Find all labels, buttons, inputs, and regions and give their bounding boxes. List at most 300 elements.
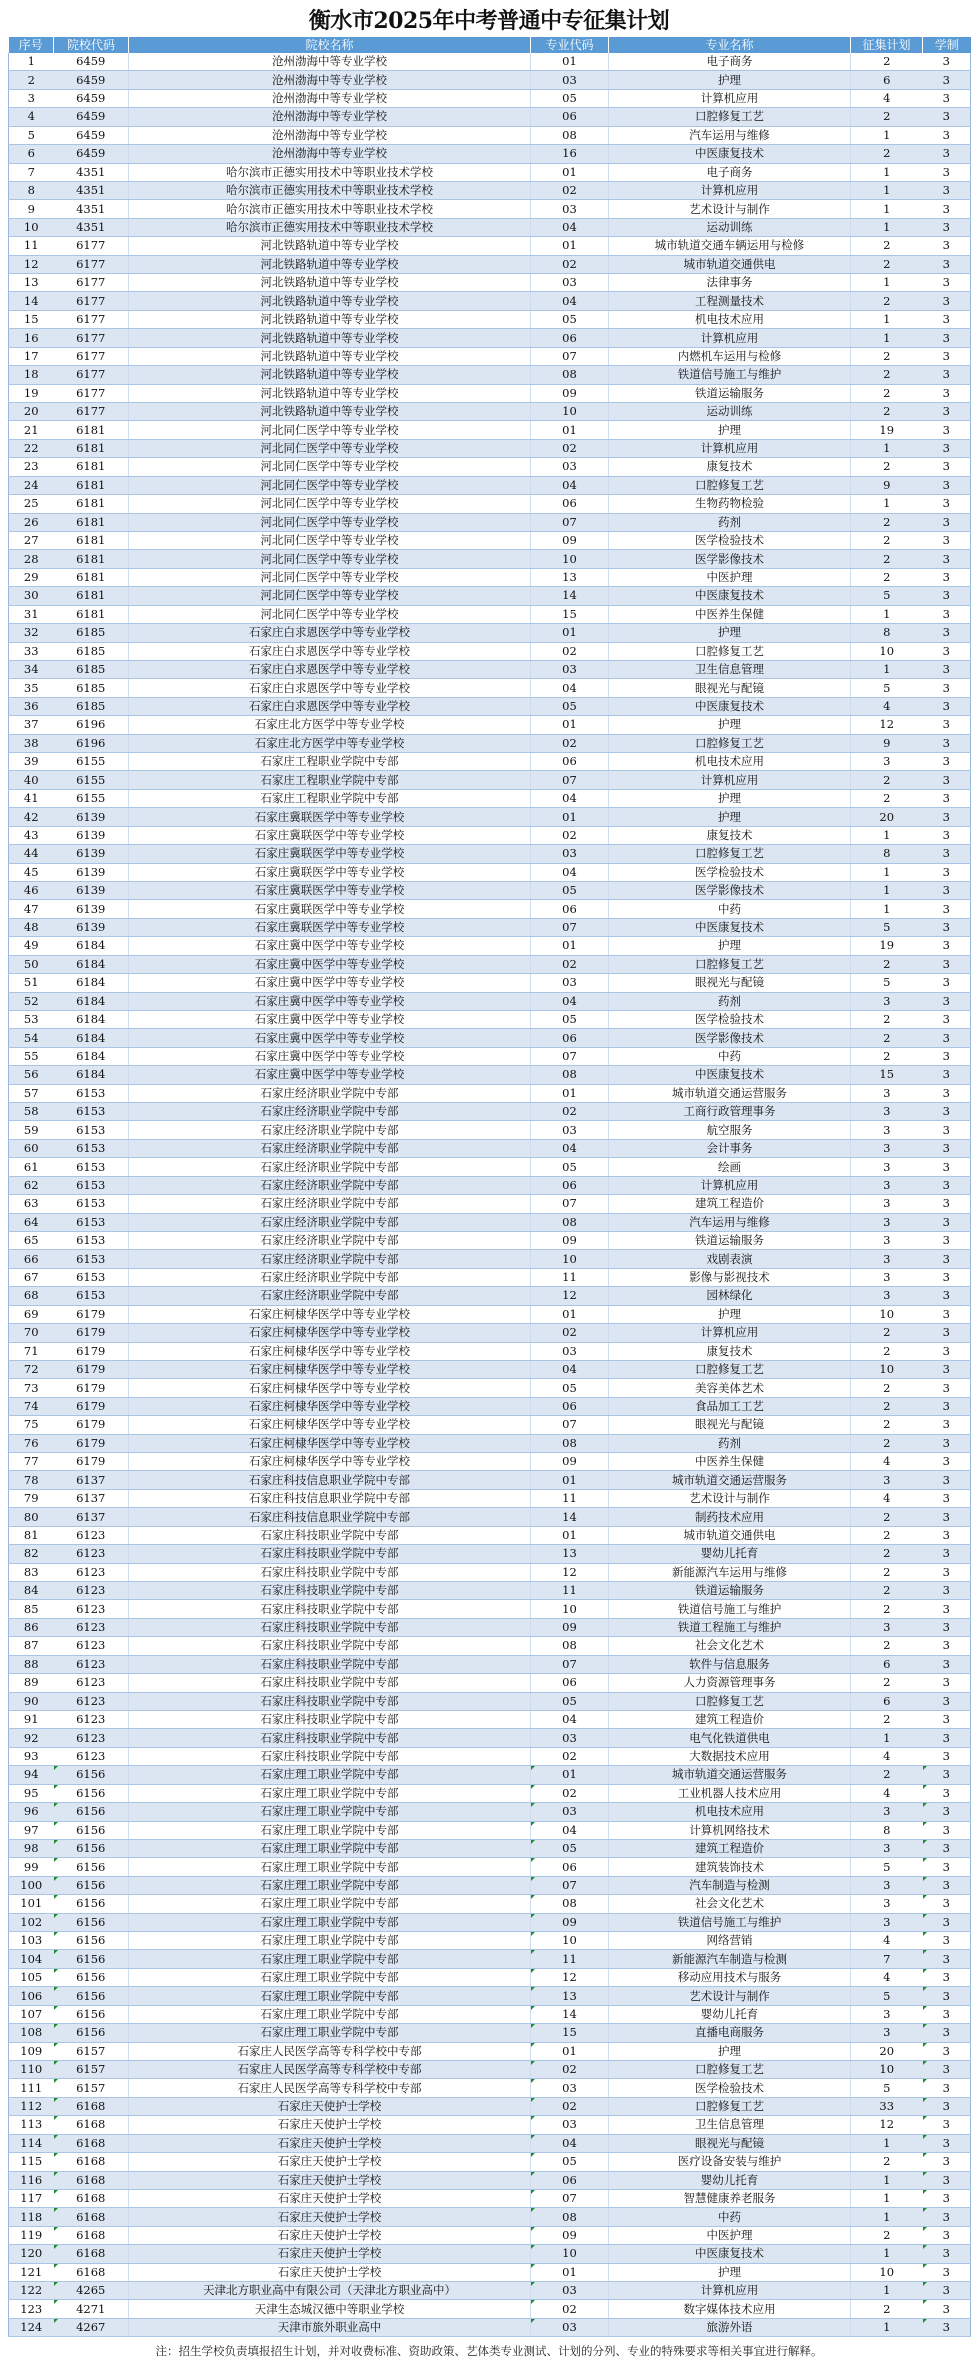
- cell-major-code: 02: [531, 181, 609, 199]
- table-row: [9, 2318, 971, 2336]
- cell-quota: 19: [851, 421, 923, 439]
- cell-duration: 3: [923, 2226, 971, 2244]
- cell-duration: 3: [923, 2300, 971, 2318]
- cell-school-name: 沧州渤海中等专业学校: [129, 89, 531, 107]
- cell-school-code: 6123: [54, 1618, 129, 1636]
- cell-duration: 3: [923, 1360, 971, 1378]
- cell-duration: 3: [923, 2153, 971, 2171]
- cell-school-code: 6157: [54, 2042, 129, 2060]
- column-header-major-code: 专业代码: [531, 37, 609, 53]
- cell-major-code: 03: [531, 845, 609, 863]
- table-row: [9, 495, 971, 513]
- cell-school-name: 天津北方职业高中有限公司（天津北方职业高中）: [129, 2282, 531, 2300]
- cell-school-code: 6123: [54, 1600, 129, 1618]
- cell-quota: 10: [851, 642, 923, 660]
- cell-index: 47: [9, 900, 54, 918]
- cell-index: 43: [9, 826, 54, 844]
- cell-duration: 3: [923, 1692, 971, 1710]
- cell-school-code: 6139: [54, 863, 129, 881]
- cell-quota: 2: [851, 550, 923, 568]
- cell-index: 39: [9, 753, 54, 771]
- cell-school-code: 6459: [54, 89, 129, 107]
- cell-major-code: 09: [531, 1232, 609, 1250]
- table-row: [9, 1932, 971, 1950]
- cell-major-code: 02: [531, 439, 609, 457]
- table-row: [9, 1379, 971, 1397]
- cell-duration: 3: [923, 403, 971, 421]
- cell-quota: 3: [851, 1876, 923, 1894]
- cell-duration: 3: [923, 568, 971, 586]
- cell-school-name: 石家庄北方医学中等专业学校: [129, 716, 531, 734]
- table-row: [9, 2300, 971, 2318]
- cell-duration: 3: [923, 458, 971, 476]
- cell-index: 27: [9, 531, 54, 549]
- cell-major-code: 04: [531, 2134, 609, 2152]
- cell-major-name: 口腔修复工艺: [609, 734, 851, 752]
- cell-school-name: 石家庄科技职业学院中专部: [129, 1674, 531, 1692]
- cell-major-code: 05: [531, 697, 609, 715]
- table-row: [9, 2116, 971, 2134]
- cell-major-code: 02: [531, 955, 609, 973]
- cell-school-name: 河北同仁医学中等专业学校: [129, 421, 531, 439]
- cell-duration: 3: [923, 1600, 971, 1618]
- column-header-quota: 征集计划: [851, 37, 923, 53]
- cell-school-code: 6123: [54, 1710, 129, 1728]
- cell-duration: 3: [923, 439, 971, 457]
- cell-index: 10: [9, 218, 54, 236]
- cell-school-code: 6123: [54, 1545, 129, 1563]
- cell-quota: 4: [851, 697, 923, 715]
- table-row: [9, 955, 971, 973]
- cell-index: 99: [9, 1858, 54, 1876]
- cell-duration: 3: [923, 808, 971, 826]
- cell-school-name: 石家庄科技职业学院中专部: [129, 1582, 531, 1600]
- table-row: [9, 605, 971, 623]
- cell-school-name: 河北铁路轨道中等专业学校: [129, 366, 531, 384]
- cell-school-name: 石家庄冀中医学中等专业学校: [129, 992, 531, 1010]
- cell-duration: 3: [923, 1121, 971, 1139]
- cell-school-code: 6177: [54, 384, 129, 402]
- table-row: [9, 1582, 971, 1600]
- cell-major-code: 07: [531, 1416, 609, 1434]
- table-row: [9, 845, 971, 863]
- cell-school-name: 石家庄冀联医学中等专业学校: [129, 808, 531, 826]
- table-row: [9, 89, 971, 107]
- cell-index: 23: [9, 458, 54, 476]
- cell-school-name: 河北同仁医学中等专业学校: [129, 531, 531, 549]
- cell-school-code: 6181: [54, 495, 129, 513]
- cell-major-name: 护理: [609, 2263, 851, 2281]
- cell-index: 69: [9, 1305, 54, 1323]
- cell-major-name: 医学影像技术: [609, 550, 851, 568]
- cell-quota: 2: [851, 2300, 923, 2318]
- cell-school-code: 6185: [54, 660, 129, 678]
- cell-major-name: 口腔修复工艺: [609, 955, 851, 973]
- cell-major-name: 内燃机车运用与检修: [609, 347, 851, 365]
- cell-school-name: 河北铁路轨道中等专业学校: [129, 255, 531, 273]
- cell-school-name: 石家庄经济职业学院中专部: [129, 1121, 531, 1139]
- cell-school-code: 6177: [54, 403, 129, 421]
- cell-quota: 8: [851, 1821, 923, 1839]
- cell-duration: 3: [923, 1379, 971, 1397]
- cell-major-name: 影像与影视技术: [609, 1268, 851, 1286]
- cell-index: 41: [9, 789, 54, 807]
- cell-school-code: 6181: [54, 458, 129, 476]
- cell-duration: 3: [923, 1305, 971, 1323]
- cell-quota: 1: [851, 2245, 923, 2263]
- cell-quota: 12: [851, 716, 923, 734]
- table-row: [9, 347, 971, 365]
- cell-school-name: 河北同仁医学中等专业学校: [129, 550, 531, 568]
- cell-index: 87: [9, 1637, 54, 1655]
- cell-school-name: 河北同仁医学中等专业学校: [129, 458, 531, 476]
- cell-duration: 3: [923, 2097, 971, 2115]
- cell-school-code: 6156: [54, 1821, 129, 1839]
- cell-major-name: 旅游外语: [609, 2318, 851, 2336]
- cell-index: 113: [9, 2116, 54, 2134]
- cell-major-code: 09: [531, 384, 609, 402]
- cell-major-name: 汽车运用与维修: [609, 1213, 851, 1231]
- cell-duration: 3: [923, 1489, 971, 1507]
- cell-major-code: 04: [531, 679, 609, 697]
- cell-school-code: 6179: [54, 1397, 129, 1415]
- cell-quota: 3: [851, 1158, 923, 1176]
- cell-index: 124: [9, 2318, 54, 2336]
- cell-index: 45: [9, 863, 54, 881]
- cell-school-code: 6139: [54, 808, 129, 826]
- cell-school-name: 石家庄柯棣华医学中等专业学校: [129, 1397, 531, 1415]
- cell-school-code: 6156: [54, 1839, 129, 1857]
- cell-school-name: 石家庄冀中医学中等专业学校: [129, 1066, 531, 1084]
- cell-school-code: 6168: [54, 2153, 129, 2171]
- cell-school-name: 石家庄工程职业学院中专部: [129, 771, 531, 789]
- table-row: [9, 1968, 971, 1986]
- cell-school-code: 6153: [54, 1139, 129, 1157]
- cell-major-code: 05: [531, 1379, 609, 1397]
- table-row: [9, 734, 971, 752]
- cell-major-name: 新能源汽车运用与维修: [609, 1563, 851, 1581]
- cell-quota: 3: [851, 1084, 923, 1102]
- cell-school-name: 河北铁路轨道中等专业学校: [129, 274, 531, 292]
- cell-index: 105: [9, 1968, 54, 1986]
- cell-major-code: 03: [531, 660, 609, 678]
- cell-index: 107: [9, 2005, 54, 2023]
- table-row: [9, 1471, 971, 1489]
- cell-index: 32: [9, 624, 54, 642]
- cell-major-code: 10: [531, 2245, 609, 2263]
- cell-duration: 3: [923, 1932, 971, 1950]
- cell-index: 64: [9, 1213, 54, 1231]
- cell-school-name: 石家庄天使护士学校: [129, 2208, 531, 2226]
- table-row: [9, 1600, 971, 1618]
- cell-school-name: 河北铁路轨道中等专业学校: [129, 292, 531, 310]
- cell-duration: 3: [923, 1010, 971, 1028]
- cell-index: 96: [9, 1803, 54, 1821]
- cell-school-name: 石家庄天使护士学校: [129, 2134, 531, 2152]
- cell-school-name: 石家庄经济职业学院中专部: [129, 1084, 531, 1102]
- cell-major-code: 02: [531, 826, 609, 844]
- cell-major-code: 02: [531, 1103, 609, 1121]
- cell-duration: 3: [923, 716, 971, 734]
- cell-major-name: 护理: [609, 937, 851, 955]
- cell-index: 68: [9, 1287, 54, 1305]
- cell-major-name: 铁道运输服务: [609, 384, 851, 402]
- cell-index: 44: [9, 845, 54, 863]
- cell-index: 38: [9, 734, 54, 752]
- cell-duration: 3: [923, 2042, 971, 2060]
- cell-quota: 1: [851, 310, 923, 328]
- cell-major-name: 眼视光与配镜: [609, 1416, 851, 1434]
- table-row: [9, 1360, 971, 1378]
- cell-duration: 3: [923, 1710, 971, 1728]
- cell-quota: 2: [851, 2226, 923, 2244]
- cell-index: 123: [9, 2300, 54, 2318]
- cell-index: 42: [9, 808, 54, 826]
- cell-duration: 3: [923, 863, 971, 881]
- cell-index: 74: [9, 1397, 54, 1415]
- cell-quota: 2: [851, 403, 923, 421]
- cell-major-name: 城市轨道交通供电: [609, 1526, 851, 1544]
- cell-duration: 3: [923, 845, 971, 863]
- cell-school-name: 河北同仁医学中等专业学校: [129, 513, 531, 531]
- cell-index: 9: [9, 200, 54, 218]
- cell-major-code: 05: [531, 2153, 609, 2171]
- cell-major-name: 社会文化艺术: [609, 1637, 851, 1655]
- cell-duration: 3: [923, 1287, 971, 1305]
- footnote: 注：招生学校负责填报招生计划，并对收费标准、资助政策、艺体类专业测试、计划的分列、专业的特殊要求等相关事宜进行解释。: [155, 2344, 823, 2358]
- cell-duration: 3: [923, 255, 971, 273]
- cell-major-code: 14: [531, 587, 609, 605]
- cell-major-code: 05: [531, 1158, 609, 1176]
- cell-quota: 1: [851, 218, 923, 236]
- enrollment-plan-table: [8, 37, 971, 2337]
- cell-school-code: 6156: [54, 1803, 129, 1821]
- cell-quota: 1: [851, 439, 923, 457]
- cell-major-name: 航空服务: [609, 1121, 851, 1139]
- cell-duration: 3: [923, 145, 971, 163]
- cell-school-name: 石家庄科技信息职业学院中专部: [129, 1508, 531, 1526]
- cell-school-code: 6155: [54, 753, 129, 771]
- cell-duration: 3: [923, 900, 971, 918]
- cell-quota: 2: [851, 366, 923, 384]
- cell-school-name: 河北同仁医学中等专业学校: [129, 568, 531, 586]
- table-row: [9, 1287, 971, 1305]
- cell-school-name: 石家庄理工职业学院中专部: [129, 1987, 531, 2005]
- cell-duration: 3: [923, 974, 971, 992]
- table-row: [9, 568, 971, 586]
- cell-school-name: 河北铁路轨道中等专业学校: [129, 403, 531, 421]
- table-row: [9, 808, 971, 826]
- cell-index: 90: [9, 1692, 54, 1710]
- cell-index: 29: [9, 568, 54, 586]
- cell-major-name: 中医康复技术: [609, 1066, 851, 1084]
- cell-quota: 2: [851, 789, 923, 807]
- cell-school-code: 6139: [54, 900, 129, 918]
- cell-major-name: 眼视光与配镜: [609, 2134, 851, 2152]
- cell-school-name: 石家庄理工职业学院中专部: [129, 1784, 531, 1802]
- cell-duration: 3: [923, 1526, 971, 1544]
- cell-school-code: 6137: [54, 1471, 129, 1489]
- table-row: [9, 1139, 971, 1157]
- cell-school-code: 6156: [54, 1876, 129, 1894]
- cell-school-name: 石家庄科技职业学院中专部: [129, 1545, 531, 1563]
- cell-index: 97: [9, 1821, 54, 1839]
- cell-quota: 5: [851, 679, 923, 697]
- cell-school-name: 天津生态城汉德中等职业学校: [129, 2300, 531, 2318]
- cell-major-name: 口腔修复工艺: [609, 2060, 851, 2078]
- cell-duration: 3: [923, 1655, 971, 1673]
- cell-school-name: 石家庄北方医学中等专业学校: [129, 734, 531, 752]
- cell-major-name: 医学检验技术: [609, 863, 851, 881]
- cell-quota: 3: [851, 1803, 923, 1821]
- cell-school-name: 石家庄理工职业学院中专部: [129, 1895, 531, 1913]
- cell-major-name: 绘画: [609, 1158, 851, 1176]
- cell-duration: 3: [923, 679, 971, 697]
- cell-quota: 12: [851, 2116, 923, 2134]
- cell-school-code: 6181: [54, 513, 129, 531]
- cell-major-code: 06: [531, 753, 609, 771]
- cell-duration: 3: [923, 1968, 971, 1986]
- column-header-duration: 学制: [923, 37, 971, 53]
- cell-quota: 4: [851, 89, 923, 107]
- table-row: [9, 1103, 971, 1121]
- cell-major-code: 01: [531, 716, 609, 734]
- cell-index: 86: [9, 1618, 54, 1636]
- cell-school-name: 石家庄经济职业学院中专部: [129, 1287, 531, 1305]
- cell-index: 102: [9, 1913, 54, 1931]
- cell-major-code: 07: [531, 2189, 609, 2207]
- cell-index: 101: [9, 1895, 54, 1913]
- cell-school-code: 6184: [54, 1047, 129, 1065]
- cell-duration: 3: [923, 495, 971, 513]
- table-row: [9, 1821, 971, 1839]
- cell-index: 91: [9, 1710, 54, 1728]
- cell-duration: 3: [923, 531, 971, 549]
- cell-major-code: 07: [531, 347, 609, 365]
- cell-school-code: 6179: [54, 1342, 129, 1360]
- cell-major-name: 口腔修复工艺: [609, 642, 851, 660]
- cell-major-name: 计算机应用: [609, 439, 851, 457]
- table-row: [9, 403, 971, 421]
- table-row: [9, 974, 971, 992]
- cell-quota: 2: [851, 1416, 923, 1434]
- table-row: [9, 1324, 971, 1342]
- cell-school-code: 6181: [54, 531, 129, 549]
- cell-major-code: 05: [531, 89, 609, 107]
- cell-major-code: 07: [531, 1876, 609, 1894]
- cell-school-name: 石家庄天使护士学校: [129, 2189, 531, 2207]
- table-row: [9, 1729, 971, 1747]
- cell-index: 35: [9, 679, 54, 697]
- cell-duration: 3: [923, 1232, 971, 1250]
- cell-duration: 3: [923, 1987, 971, 2005]
- cell-major-name: 新能源汽车制造与检测: [609, 1950, 851, 1968]
- cell-major-code: 06: [531, 495, 609, 513]
- cell-major-code: 04: [531, 218, 609, 236]
- cell-school-code: 6153: [54, 1287, 129, 1305]
- cell-index: 37: [9, 716, 54, 734]
- cell-quota: 2: [851, 292, 923, 310]
- cell-quota: 1: [851, 274, 923, 292]
- cell-major-code: 14: [531, 1508, 609, 1526]
- cell-major-code: 04: [531, 1360, 609, 1378]
- cell-duration: 3: [923, 587, 971, 605]
- cell-major-name: 汽车运用与维修: [609, 126, 851, 144]
- cell-major-code: 02: [531, 2060, 609, 2078]
- table-row: [9, 1195, 971, 1213]
- cell-quota: 1: [851, 826, 923, 844]
- table-row: [9, 108, 971, 126]
- cell-index: 1: [9, 53, 54, 71]
- cell-major-code: 02: [531, 2097, 609, 2115]
- cell-index: 31: [9, 605, 54, 623]
- table-row: [9, 255, 971, 273]
- cell-major-name: 大数据技术应用: [609, 1747, 851, 1765]
- cell-major-name: 护理: [609, 716, 851, 734]
- cell-duration: 3: [923, 237, 971, 255]
- cell-duration: 3: [923, 218, 971, 236]
- cell-quota: 3: [851, 2005, 923, 2023]
- cell-school-name: 石家庄理工职业学院中专部: [129, 1821, 531, 1839]
- cell-duration: 3: [923, 1563, 971, 1581]
- cell-major-name: 食品加工工艺: [609, 1397, 851, 1415]
- cell-index: 48: [9, 918, 54, 936]
- table-row: [9, 181, 971, 199]
- cell-school-code: 6177: [54, 292, 129, 310]
- cell-duration: 3: [923, 1895, 971, 1913]
- cell-school-name: 河北铁路轨道中等专业学校: [129, 237, 531, 255]
- table-row: [9, 513, 971, 531]
- cell-major-name: 医学检验技术: [609, 531, 851, 549]
- cell-school-code: 6184: [54, 1029, 129, 1047]
- cell-duration: 3: [923, 1637, 971, 1655]
- cell-major-code: 10: [531, 1600, 609, 1618]
- cell-major-code: 05: [531, 1692, 609, 1710]
- cell-school-name: 石家庄白求恩医学中等专业学校: [129, 697, 531, 715]
- cell-major-name: 卫生信息管理: [609, 2116, 851, 2134]
- cell-quota: 1: [851, 495, 923, 513]
- cell-index: 82: [9, 1545, 54, 1563]
- cell-school-name: 石家庄白求恩医学中等专业学校: [129, 642, 531, 660]
- cell-major-code: 07: [531, 513, 609, 531]
- cell-index: 36: [9, 697, 54, 715]
- cell-index: 94: [9, 1766, 54, 1784]
- cell-quota: 2: [851, 1434, 923, 1452]
- cell-major-name: 口腔修复工艺: [609, 1360, 851, 1378]
- table-row: [9, 716, 971, 734]
- cell-major-code: 01: [531, 1084, 609, 1102]
- cell-major-name: 计算机网络技术: [609, 1821, 851, 1839]
- table-row: [9, 1895, 971, 1913]
- cell-duration: 3: [923, 992, 971, 1010]
- cell-quota: 3: [851, 753, 923, 771]
- cell-index: 100: [9, 1876, 54, 1894]
- cell-major-name: 计算机应用: [609, 2282, 851, 2300]
- cell-school-name: 石家庄理工职业学院中专部: [129, 1913, 531, 1931]
- cell-quota: 3: [851, 1121, 923, 1139]
- cell-school-code: 6177: [54, 274, 129, 292]
- cell-index: 46: [9, 881, 54, 899]
- cell-duration: 3: [923, 1729, 971, 1747]
- cell-school-code: 6179: [54, 1434, 129, 1452]
- cell-major-name: 护理: [609, 624, 851, 642]
- cell-school-code: 6177: [54, 255, 129, 273]
- table-row: [9, 71, 971, 89]
- cell-school-name: 石家庄天使护士学校: [129, 2097, 531, 2115]
- table-row: [9, 2005, 971, 2023]
- cell-major-name: 口腔修复工艺: [609, 108, 851, 126]
- column-header-index: 序号: [9, 37, 54, 53]
